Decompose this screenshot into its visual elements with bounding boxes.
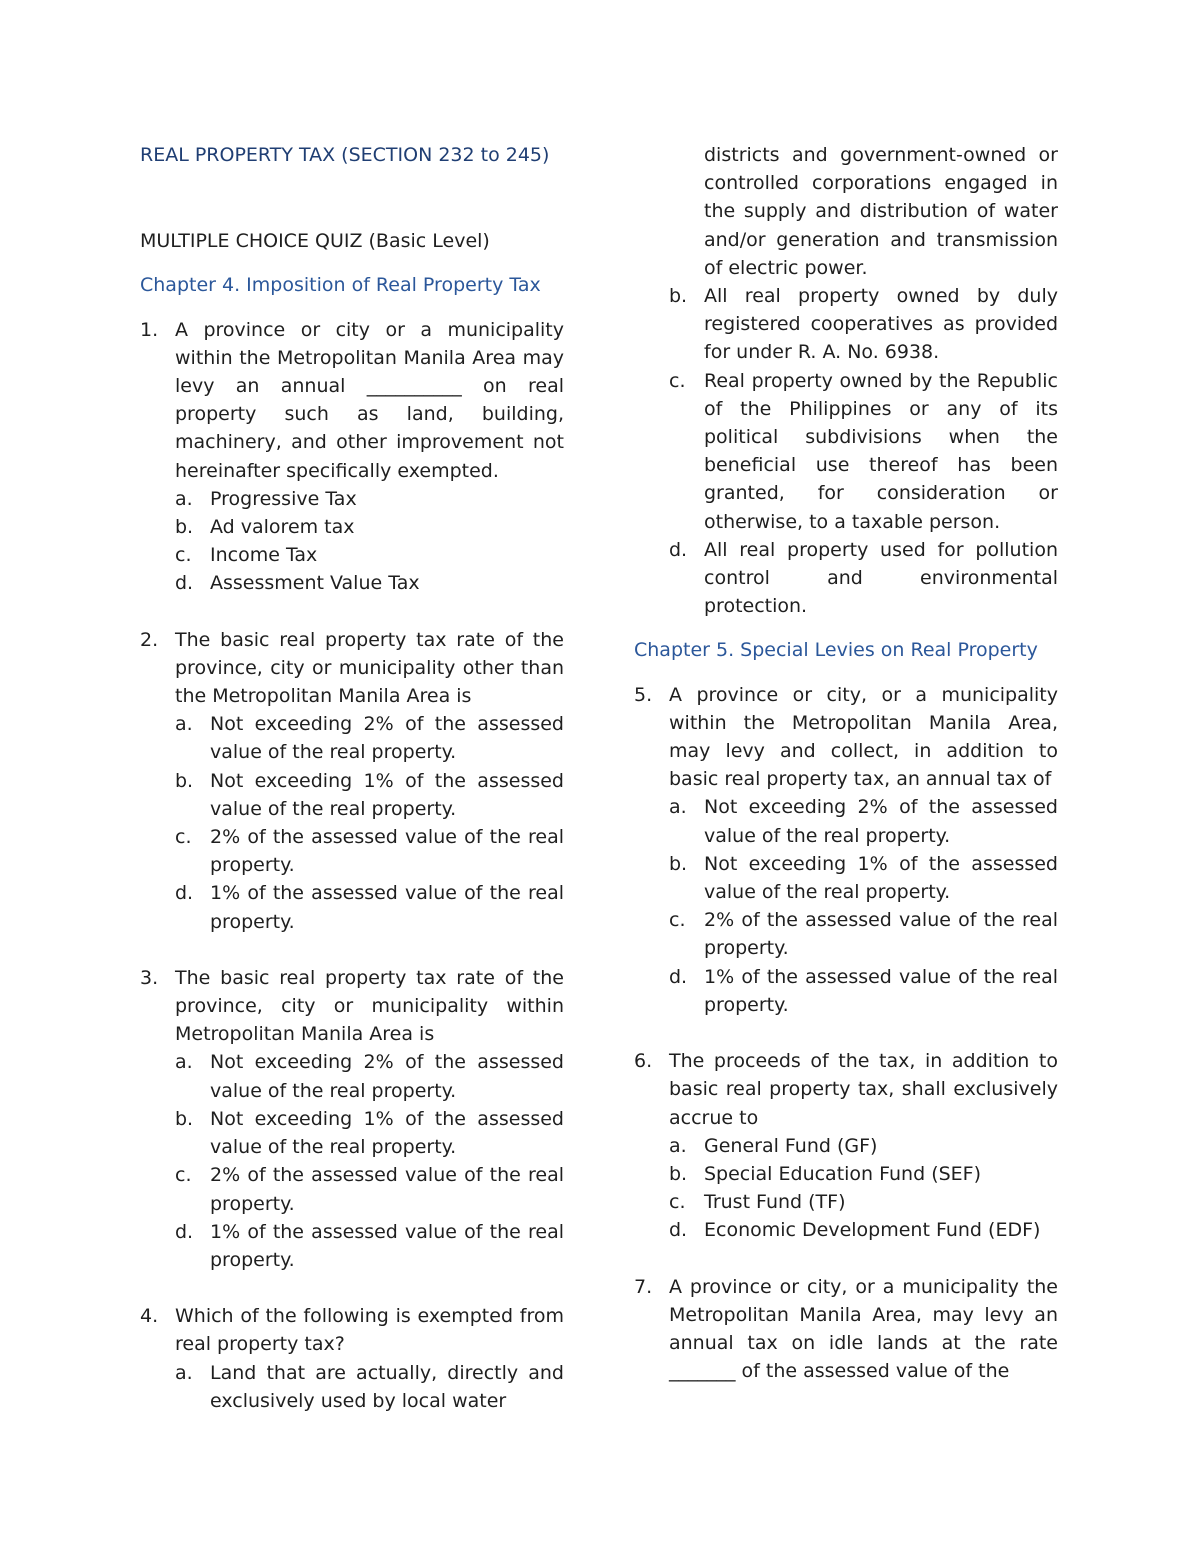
answer-option [175, 879, 564, 935]
question-item [140, 626, 564, 936]
answer-option [175, 823, 564, 879]
option-text: General Fund (GF) [704, 1134, 878, 1157]
option-text: 2% of the assessed value of the real property. [704, 909, 1058, 960]
answer-option [669, 1132, 1058, 1160]
option-letter: a. [669, 1134, 687, 1157]
option-text: 2% of the assessed value of the real property. [210, 1164, 564, 1215]
option-text: Progressive Tax [210, 487, 357, 510]
chapter-heading: Chapter 4. Imposition of Real Property Tax [140, 274, 541, 297]
question-number: 7. [634, 1275, 653, 1298]
chapter-heading: Chapter 5. Special Levies on Real Property [634, 639, 1038, 662]
question-number: 4. [140, 1305, 159, 1328]
option-text: Not exceeding 2% of the assessed value of the real property. [210, 1051, 564, 1102]
option-letter: b. [669, 1162, 688, 1185]
question-item [634, 681, 1058, 1019]
option-text: Trust Fund (TF) [704, 1191, 846, 1214]
option-letter: c. [175, 1164, 192, 1187]
question-item [140, 1302, 564, 1415]
option-text: Land that are actually, directly and exclusively used by local water [210, 1361, 564, 1412]
option-text: 2% of the assessed value of the real property. [210, 826, 564, 877]
option-letter: b. [175, 516, 194, 539]
answer-option [175, 767, 564, 823]
answer-option [175, 1218, 564, 1274]
option-letter: a. [175, 713, 193, 736]
question-number: 6. [634, 1050, 653, 1073]
document-title: REAL PROPERTY TAX (SECTION 232 to 245) [140, 144, 550, 166]
answer-option [175, 569, 564, 597]
question-text: The basic real property tax rate of the province, city or municipality within Metropolitan Manila Area is [175, 966, 564, 1046]
option-text: 1% of the assessed value of the real property. [210, 1220, 564, 1271]
option-letter: c. [175, 544, 192, 567]
quiz-subtitle: MULTIPLE CHOICE QUIZ (Basic Level) [140, 230, 490, 253]
answer-option [175, 1105, 564, 1161]
option-letter: b. [669, 285, 688, 308]
option-letter: b. [175, 1107, 194, 1130]
answer-option [175, 1359, 564, 1415]
option-letter: d. [175, 572, 194, 595]
question-text: A province or city, or a municipality within the Metropolitan Manila Area, may levy and collect, in addition to basic real property tax, an annual tax of [669, 683, 1058, 791]
option-letter: b. [669, 852, 688, 875]
option-letter: a. [175, 1361, 193, 1384]
option-text: All real property used for pollution control and environmental protection. [704, 538, 1058, 618]
option-text: Not exceeding 1% of the assessed value of the real property. [210, 1107, 564, 1159]
answer-option [669, 1188, 1058, 1216]
option-text: 1% of the assessed value of the real property. [704, 965, 1058, 1016]
left-column [140, 141, 564, 1415]
answer-option [669, 793, 1058, 849]
option-text: Ad valorem tax [210, 516, 355, 539]
question-item [634, 1273, 1058, 1386]
option-text: Not exceeding 2% of the assessed value of the real property. [210, 713, 564, 764]
option-text: Not exceeding 2% of the assessed value of the real property. [704, 796, 1058, 847]
question-number: 1. [140, 318, 159, 341]
answer-option [175, 710, 564, 766]
answer-option [669, 536, 1058, 621]
answer-option [669, 282, 1058, 367]
option-letter: d. [669, 1219, 688, 1242]
option-text: Not exceeding 1% of the assessed value of the real property. [210, 769, 564, 820]
answer-option [669, 850, 1058, 906]
answer-option-continued [669, 141, 1058, 282]
option-text: Special Education Fund (SEF) [704, 1162, 982, 1185]
question-text: The basic real property tax rate of the province, city or municipality other than the Metropolitan Manila Area is [175, 628, 564, 708]
option-text: Real property owned by the Republic of the Philippines or any of its political subdivisions when the beneficial use thereof has been granted, for consideration or otherwise, to a taxable person. [704, 369, 1058, 533]
question-item [140, 964, 564, 1274]
option-letter: a. [669, 796, 687, 819]
option-text: All real property owned by duly registered cooperatives as provided for under R. A. No. 6938. [704, 285, 1058, 364]
option-letter: c. [175, 826, 192, 849]
option-text: districts and government-owned or controlled corporations engaged in the supply and distribution of water and/or generation and transmission of electric power. [704, 144, 1058, 279]
option-text: Not exceeding 1% of the assessed value of the real property. [704, 852, 1058, 904]
option-letter: b. [175, 769, 194, 792]
option-letter: d. [175, 1220, 194, 1243]
answer-option [175, 485, 564, 513]
answer-option [175, 513, 564, 541]
answer-option [669, 1216, 1058, 1244]
answer-option [175, 1048, 564, 1104]
question-item [634, 1047, 1058, 1244]
option-letter: a. [175, 1051, 193, 1074]
answer-option [669, 367, 1058, 536]
question-text: A province or city, or a municipality the Metropolitan Manila Area, may levy an annual tax on idle lands at the rate _______ of the assessed value of the [669, 1275, 1058, 1383]
option-letter: c. [669, 1191, 686, 1214]
answer-option [669, 963, 1058, 1019]
question-number: 5. [634, 683, 653, 706]
answer-option [669, 1160, 1058, 1188]
option-letter: c. [669, 909, 686, 932]
question-number: 3. [140, 966, 159, 989]
option-letter: d. [669, 965, 688, 988]
question-text: Which of the following is exempted from real property tax? [175, 1305, 564, 1356]
answer-option [175, 1161, 564, 1217]
option-text: Economic Development Fund (EDF) [704, 1219, 1041, 1242]
question-item [140, 316, 564, 598]
option-text: Income Tax [210, 544, 318, 567]
option-letter: d. [669, 538, 688, 561]
option-text: Assessment Value Tax [210, 572, 420, 595]
option-letter: d. [175, 882, 194, 905]
question-text: A province or city or a municipality within the Metropolitan Manila Area may levy an annual __________ on real property such as land, building, machinery, and other improvement not hereinafter specifically exempted. [175, 318, 564, 482]
answer-option [175, 541, 564, 569]
option-text: 1% of the assessed value of the real property. [210, 882, 564, 933]
question-text: The proceeds of the tax, in addition to basic real property tax, shall exclusively accrue to [669, 1050, 1058, 1129]
right-column [634, 141, 1058, 1385]
option-letter: a. [175, 487, 193, 510]
option-letter: c. [669, 369, 686, 392]
question-item-continued [634, 141, 1058, 620]
question-number: 2. [140, 628, 159, 651]
answer-option [669, 906, 1058, 962]
